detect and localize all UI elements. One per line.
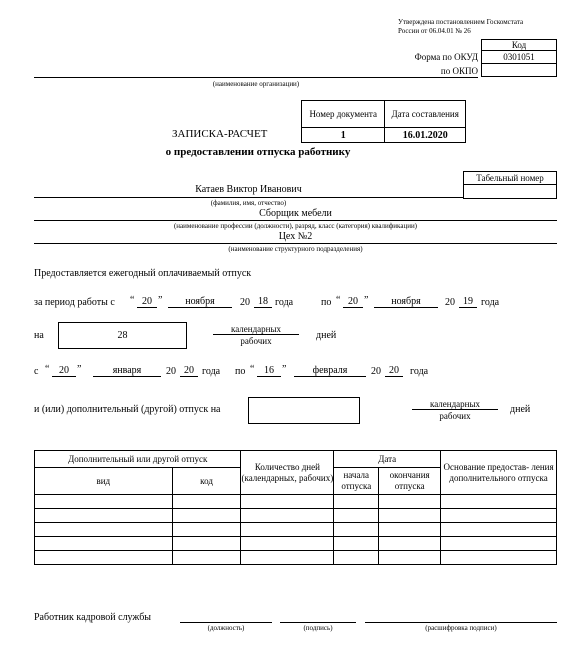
table-row — [35, 523, 557, 537]
end-century: 20 — [371, 366, 381, 377]
period-to-century: 20 — [445, 297, 455, 308]
calendar-label: календарных — [213, 324, 299, 335]
period-from-day: 20 — [137, 296, 157, 308]
quote-open-3: “ — [45, 364, 50, 375]
leave-end-month: февраля — [294, 365, 366, 377]
table-row — [35, 537, 557, 551]
okud-value: 0301051 — [481, 50, 557, 64]
period-to-label: по — [321, 297, 332, 308]
profession-line — [34, 220, 557, 221]
doc-number-date-table — [301, 100, 466, 143]
okpo-value — [481, 63, 557, 77]
leave-end-year: 20 — [385, 365, 403, 377]
col-end-header: окончания отпуска — [379, 468, 441, 495]
days-word-2: дней — [510, 404, 531, 415]
additional-leave-label: и (или) дополнительный (другой) отпуск на — [34, 404, 221, 415]
year-word-4: года — [410, 366, 429, 377]
year-word-3: года — [202, 366, 221, 377]
col-date-header: Дата — [334, 451, 441, 468]
tab-number-label: Табельный номер — [463, 171, 557, 185]
na-label: на — [34, 330, 44, 341]
hr-label: Работник кадровой службы — [34, 612, 152, 623]
period-from-year: 18 — [254, 296, 272, 308]
leave-end-day: 16 — [257, 365, 281, 377]
period-to-year: 19 — [459, 296, 477, 308]
days-count-box: 28 — [58, 322, 187, 349]
doc-subtitle: о предоставлении отпуска работнику — [165, 146, 351, 158]
signature-line — [280, 622, 356, 623]
start-label: с — [34, 366, 39, 377]
year-word-1: года — [275, 297, 294, 308]
approval-line-2: России от 06.04.01 № 26 — [398, 27, 471, 35]
leave-start-year: 20 — [180, 365, 198, 377]
leave-start-day: 20 — [52, 365, 76, 377]
quote-open-4: “ — [250, 364, 255, 375]
organization-caption: (наименование организации) — [212, 80, 300, 88]
col-code-header: код — [172, 468, 241, 495]
quote-open-2: “ — [336, 295, 341, 306]
doc-number: 1 — [302, 128, 385, 143]
working-label-2: рабочих — [439, 411, 471, 421]
decode-caption: (расшифровка подписи) — [425, 624, 497, 632]
year-word-2: года — [481, 297, 500, 308]
department-caption: (наименование структурного подразделения) — [228, 245, 363, 253]
quote-close-1: ” — [158, 295, 163, 306]
doc-date: 16.01.2020 — [385, 128, 466, 143]
employee-name-line — [34, 197, 463, 198]
employee-name: Катаев Виктор Иванович — [195, 184, 302, 195]
tab-number-value — [463, 184, 557, 199]
days-word-1: дней — [316, 330, 337, 341]
working-label: рабочих — [240, 336, 272, 346]
position-caption: (должность) — [207, 624, 245, 632]
signature-caption: (подпись) — [303, 624, 333, 632]
decode-line — [365, 622, 557, 623]
employee-profession: Сборщик мебели — [259, 208, 332, 219]
approval-line-1: Утверждена постановлением Госкомстата — [398, 18, 524, 26]
quote-close-4: ” — [282, 364, 287, 375]
additional-leave-table — [34, 450, 557, 565]
doc-date-header: Дата составления — [385, 101, 466, 128]
period-to-month: ноября — [374, 296, 438, 308]
start-century: 20 — [166, 366, 176, 377]
code-header: Код — [481, 39, 557, 51]
employee-name-caption: (фамилия, имя, отчество) — [210, 199, 287, 207]
col-start-header: начала отпуска — [334, 468, 379, 495]
quote-open-1: “ — [130, 295, 135, 306]
period-from-century: 20 — [240, 297, 250, 308]
organization-line — [34, 77, 478, 78]
additional-days-box — [248, 397, 360, 424]
period-label: за период работы с — [34, 297, 115, 308]
profession-caption: (наименование профессии (должности), разряд, класс (категория) квалификации) — [173, 222, 418, 230]
okpo-label: по ОКПО — [440, 66, 478, 76]
doc-title: ЗАПИСКА-РАСЧЕТ — [172, 128, 268, 140]
col-type-header: вид — [35, 468, 173, 495]
quote-close-3: ” — [77, 364, 82, 375]
table-row — [35, 551, 557, 565]
period-from-month: ноября — [168, 296, 232, 308]
quote-close-2: ” — [364, 295, 369, 306]
col-additional-header: Дополнительный или другой отпуск — [35, 451, 241, 468]
calendar-label-2: календарных — [412, 399, 498, 410]
position-line — [180, 622, 272, 623]
department-line — [34, 243, 557, 244]
leave-start-month: января — [93, 365, 161, 377]
leave-intro: Предоставляется ежегодный оплачиваемый отпуск — [34, 268, 252, 279]
col-qty-header: Количество дней (календарных, рабочих) — [241, 451, 334, 495]
table-row — [35, 509, 557, 523]
col-basis-header: Основание предостав- ления дополнительного отпуска — [441, 451, 557, 495]
okud-label: Форма по ОКУД — [414, 52, 478, 62]
doc-number-header: Номер документа — [302, 101, 385, 128]
employee-department: Цех №2 — [278, 231, 313, 242]
end-label: по — [235, 366, 246, 377]
table-row — [35, 495, 557, 509]
period-to-day: 20 — [343, 296, 363, 308]
